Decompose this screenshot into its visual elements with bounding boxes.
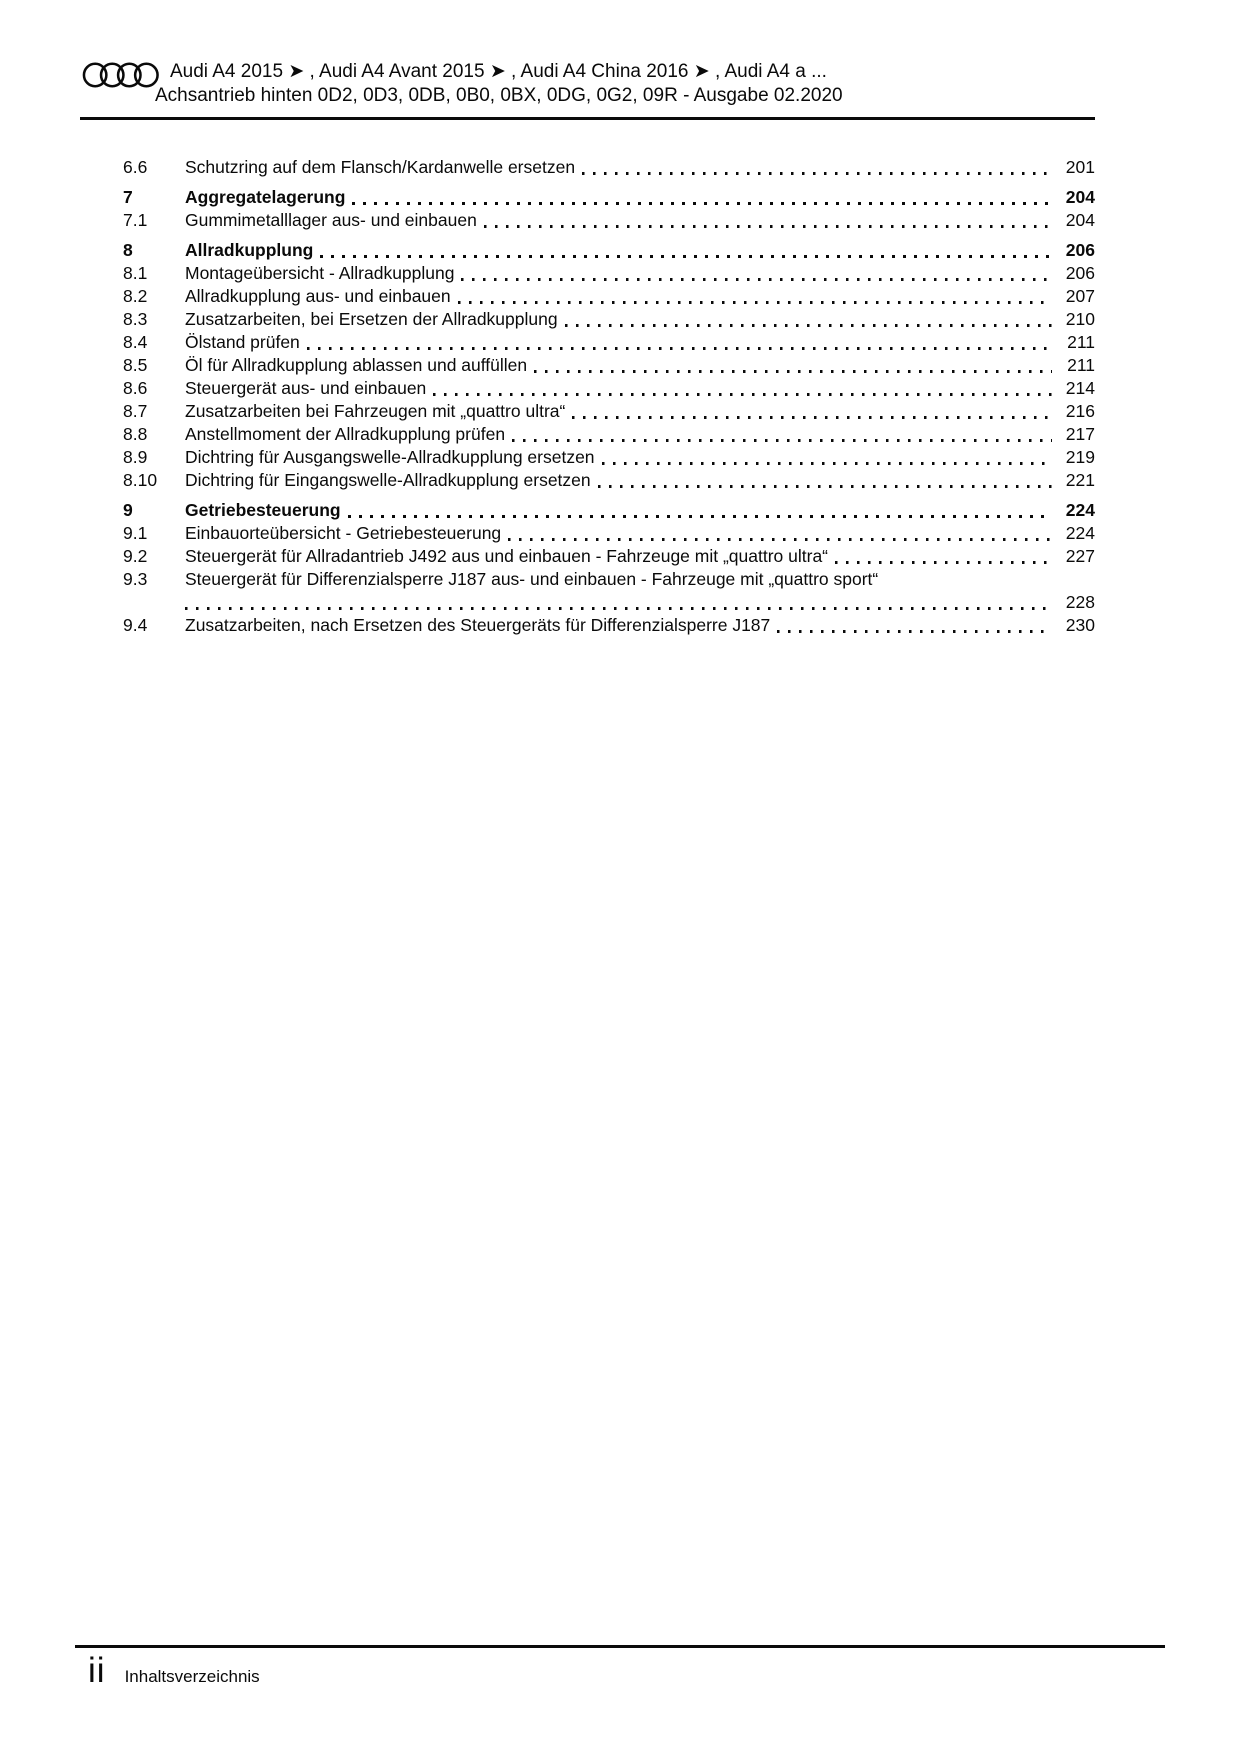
header-subject-line: Achsantrieb hinten 0D2, 0D3, 0DB, 0B0, 0BX, 0DG, 0G2, 09R - Ausgabe 02.2020 [155, 85, 843, 106]
toc-entry [123, 209, 1095, 232]
toc-entry-number: 8.7 [123, 401, 148, 421]
toc-entry-number: 7 [123, 187, 133, 207]
toc-entry [123, 614, 1095, 637]
toc-entry [123, 469, 1095, 492]
toc-entry-number: 9.1 [123, 523, 148, 543]
toc-dot-leader [433, 393, 1052, 396]
toc-entry-page: 211 [1067, 332, 1095, 352]
toc-dot-leader [348, 515, 1052, 518]
toc-entry-body [185, 400, 1095, 423]
toc-entry-body [185, 568, 1095, 591]
toc-entry-body [185, 209, 1095, 232]
toc-entry [123, 377, 1095, 400]
toc-entry-number: 8.2 [123, 286, 148, 306]
toc-entry-page: 217 [1065, 424, 1095, 444]
toc-entry-number: 8.4 [123, 332, 148, 352]
toc-entry-title: Ölstand prüfen [185, 332, 300, 352]
toc-entry-number: 8.9 [123, 447, 148, 467]
toc-dot-leader [565, 324, 1052, 327]
toc-dot-leader [602, 462, 1052, 465]
toc-entry-body [185, 545, 1095, 568]
toc-dot-leader [461, 278, 1052, 281]
toc-entry-page: 230 [1065, 615, 1095, 635]
toc-entry-title: Zusatzarbeiten, bei Ersetzen der Allradkupplung [185, 309, 558, 329]
toc-entry-page: 201 [1065, 157, 1095, 177]
manual-page [80, 0, 1095, 637]
toc-dot-leader [508, 538, 1052, 541]
toc-dot-leader [352, 202, 1052, 205]
toc-entry-page: 216 [1065, 401, 1095, 421]
toc-entry-page: 206 [1065, 263, 1095, 283]
header-model-line: Audi A4 2015 ➤ , Audi A4 Avant 2015 ➤ , Audi A4 China 2016 ➤ , Audi A4 a ... [170, 61, 827, 82]
toc-entry-page: 221 [1065, 470, 1095, 490]
page-footer [88, 1650, 260, 1692]
toc-entry-title: Montageübersicht - Allradkupplung [185, 263, 455, 283]
toc-entry-page: 204 [1065, 187, 1095, 207]
toc-entry-body [185, 446, 1095, 469]
toc-entry-page: 227 [1065, 546, 1095, 566]
toc-entry-title: Allradkupplung [185, 240, 314, 260]
toc-entry-title: Schutzring auf dem Flansch/Kardanwelle ersetzen [185, 157, 576, 177]
toc-entry-body [185, 591, 1095, 614]
toc-entry-body [185, 499, 1095, 522]
toc-entry-page: 207 [1065, 286, 1095, 306]
toc-entry-title: Zusatzarbeiten, nach Ersetzen des Steuergeräts für Differenzialsperre J187 [185, 615, 771, 635]
toc-entry-number: 8.1 [123, 263, 148, 283]
toc-entry-title: Steuergerät aus- und einbauen [185, 378, 427, 398]
footer-divider [75, 1645, 1165, 1648]
toc-entry-body [185, 354, 1095, 377]
toc-entry-title: Steuergerät für Allradantrieb J492 aus und einbauen - Fahrzeuge mit „quattro ultra“ [185, 546, 829, 566]
toc-entry [123, 239, 1095, 262]
toc-entry-title: Steuergerät für Differenzialsperre J187 aus- und einbauen - Fahrzeuge mit „quattro sport“ [185, 569, 879, 589]
toc-dot-leader [572, 416, 1052, 419]
toc-entry-body [185, 239, 1095, 262]
toc-entry-body [185, 469, 1095, 492]
toc-entry-page: 206 [1065, 240, 1095, 260]
toc-entry [123, 522, 1095, 545]
toc-entry-body [185, 614, 1095, 637]
toc-entry-page: 211 [1067, 355, 1095, 375]
toc-entry [123, 423, 1095, 446]
toc-entry [123, 285, 1095, 308]
toc-entry-number: 7.1 [123, 210, 148, 230]
toc-entry-body [185, 331, 1095, 354]
toc-entry-title: Gummimetalllager aus- und einbauen [185, 210, 477, 230]
toc-entry-number: 8.3 [123, 309, 148, 329]
toc-entry [123, 156, 1095, 179]
page-header [80, 0, 1095, 120]
toc-entry-number: 8.6 [123, 378, 148, 398]
toc-entry-number: 9.3 [123, 569, 148, 589]
toc-entry-body [185, 377, 1095, 400]
toc-entry-title: Zusatzarbeiten bei Fahrzeugen mit „quattro ultra“ [185, 401, 566, 421]
toc-entry-title: Anstellmoment der Allradkupplung prüfen [185, 424, 506, 444]
toc-entry [123, 354, 1095, 377]
toc-entry-number [123, 591, 185, 614]
toc-entry [123, 186, 1095, 209]
toc-entry-page: 224 [1065, 500, 1095, 520]
toc-entry-body [185, 285, 1095, 308]
toc-entry-body [185, 156, 1095, 179]
toc-entry-title: Dichtring für Ausgangswelle-Allradkupplung ersetzen [185, 447, 595, 467]
toc-entry-title: Dichtring für Eingangswelle-Allradkupplung ersetzen [185, 470, 591, 490]
toc-dot-leader [484, 225, 1052, 228]
toc-entry-title: Aggregatelagerung [185, 187, 346, 207]
toc-entry [123, 568, 1095, 591]
toc-entry-page: 228 [1065, 592, 1095, 612]
audi-rings-icon [82, 61, 160, 89]
toc-entry-number: 8 [123, 240, 133, 260]
toc-entry-continuation [123, 591, 1095, 614]
toc-dot-leader [185, 607, 1052, 610]
toc-entry-body [185, 262, 1095, 285]
toc-entry [123, 446, 1095, 469]
toc-entry-number: 9.4 [123, 615, 148, 635]
toc-dot-leader [512, 439, 1052, 442]
toc-entry-title: Getriebesteuerung [185, 500, 341, 520]
toc-entry-number: 8.10 [123, 470, 158, 490]
toc-entry-number: 8.8 [123, 424, 148, 444]
toc-entry-body [185, 186, 1095, 209]
toc-entry [123, 262, 1095, 285]
footer-section-label: Inhaltsverzeichnis [124, 1667, 260, 1686]
toc-dot-leader [534, 370, 1052, 373]
toc-entry-body [185, 308, 1095, 331]
toc-entry-number: 8.5 [123, 355, 148, 375]
toc-dot-leader [320, 255, 1052, 258]
toc-dot-leader [777, 630, 1052, 633]
footer-page-number: ii [88, 1651, 106, 1690]
toc-entry [123, 499, 1095, 522]
toc-entry-page: 214 [1065, 378, 1095, 398]
toc-entry-title: Allradkupplung aus- und einbauen [185, 286, 451, 306]
toc-dot-leader [835, 561, 1052, 564]
toc-entry-title: Einbauorteübersicht - Getriebesteuerung [185, 523, 502, 543]
table-of-contents [123, 156, 1095, 637]
toc-entry-body [185, 423, 1095, 446]
toc-entry [123, 308, 1095, 331]
toc-dot-leader [458, 301, 1052, 304]
toc-dot-leader [582, 172, 1052, 175]
toc-entry [123, 331, 1095, 354]
header-divider [80, 117, 1095, 120]
toc-dot-leader [598, 485, 1052, 488]
toc-entry-number: 9 [123, 500, 133, 520]
toc-entry-page: 210 [1065, 309, 1095, 329]
toc-entry-page: 219 [1065, 447, 1095, 467]
toc-entry-number: 9.2 [123, 546, 148, 566]
toc-entry-title: Öl für Allradkupplung ablassen und auffüllen [185, 355, 528, 375]
toc-entry-page: 224 [1065, 523, 1095, 543]
toc-entry-page: 204 [1065, 210, 1095, 230]
toc-entry-number: 6.6 [123, 157, 148, 177]
toc-entry-body [185, 522, 1095, 545]
toc-entry [123, 400, 1095, 423]
toc-entry [123, 545, 1095, 568]
toc-dot-leader [307, 347, 1052, 350]
